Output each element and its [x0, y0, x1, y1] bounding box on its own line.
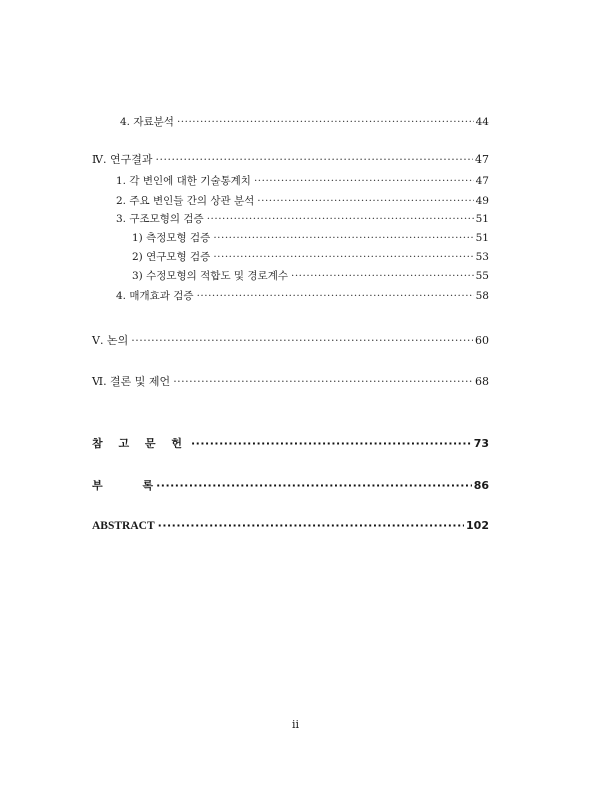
toc-entry-references[interactable] [92, 437, 489, 451]
toc-entry-page: 73 [473, 437, 489, 450]
toc-entry-label: 4. 매개효과 검증 [116, 290, 194, 302]
toc-entry-abstract[interactable] [92, 519, 489, 533]
toc-entry-label: 2. 주요 변인들 간의 상관 분석 [116, 195, 255, 207]
dot-leader [173, 375, 473, 389]
dot-leader [177, 115, 474, 129]
toc-entry-page: 53 [475, 251, 489, 263]
toc-entry-chapter-4[interactable] [92, 153, 489, 167]
toc-entry-page: 58 [475, 290, 489, 302]
toc-entry-page: 60 [475, 334, 489, 347]
toc-entry-label: Ⅴ. 논의 [92, 334, 129, 347]
dot-leader [158, 519, 464, 533]
toc-entry-appendix[interactable] [92, 479, 489, 493]
toc-entry-chapter-5[interactable] [92, 334, 489, 348]
dot-leader [156, 479, 472, 493]
toc-entry-page: 68 [475, 375, 489, 388]
toc-entry-label: 2) 연구모형 검증 [132, 251, 211, 263]
toc-entry-label: 부 록 [92, 479, 154, 492]
dot-leader [131, 334, 473, 348]
toc-entry-page: 47 [475, 153, 489, 166]
toc-entry-correlation[interactable] [116, 194, 489, 208]
toc-entry-research-model[interactable] [132, 250, 489, 264]
dot-leader [213, 250, 473, 264]
toc-entry-label: 참 고 문 헌 [92, 437, 188, 450]
toc-entry-mediation[interactable] [116, 289, 489, 303]
toc-entry-page: 102 [466, 519, 489, 532]
dot-leader [254, 174, 474, 188]
toc-entry-modified-model[interactable] [132, 269, 489, 283]
toc-entry-label: 4. 자료분석 [120, 116, 174, 128]
page-number: ii [291, 718, 300, 731]
toc-entry-label: 3) 수정모형의 적합도 및 경로계수 [132, 270, 288, 282]
toc-entry-measurement-model[interactable] [132, 231, 489, 245]
toc-entry-chapter-6[interactable] [92, 375, 489, 389]
toc-entry-structural-model[interactable] [116, 212, 489, 226]
toc-entry-label: Ⅵ. 결론 및 제언 [92, 375, 171, 388]
toc-entry-label: 3. 구조모형의 검증 [116, 213, 204, 225]
dot-leader [156, 153, 474, 167]
toc-entry-page: 49 [475, 195, 489, 207]
dot-leader [197, 289, 474, 303]
dot-leader [191, 437, 472, 451]
toc-entry-data-analysis[interactable] [120, 115, 489, 129]
toc-entry-label: ABSTRACT [92, 520, 155, 532]
dot-leader [207, 212, 474, 226]
toc-entry-page: 51 [475, 213, 489, 225]
toc-entry-page: 86 [473, 479, 489, 492]
dot-leader [291, 269, 474, 283]
dot-leader [257, 194, 473, 208]
toc-entry-label: 1) 측정모형 검증 [132, 232, 211, 244]
toc-entry-page: 47 [475, 175, 489, 187]
toc-entry-page: 44 [475, 116, 489, 128]
toc-entry-label: 1. 각 변인에 대한 기술통계치 [116, 175, 251, 187]
toc-entry-descriptive-stats[interactable] [116, 174, 489, 188]
dot-leader [213, 231, 473, 245]
toc-entry-page: 51 [475, 232, 489, 244]
toc-entry-label: Ⅳ. 연구결과 [92, 153, 153, 166]
toc-entry-page: 55 [475, 270, 489, 282]
